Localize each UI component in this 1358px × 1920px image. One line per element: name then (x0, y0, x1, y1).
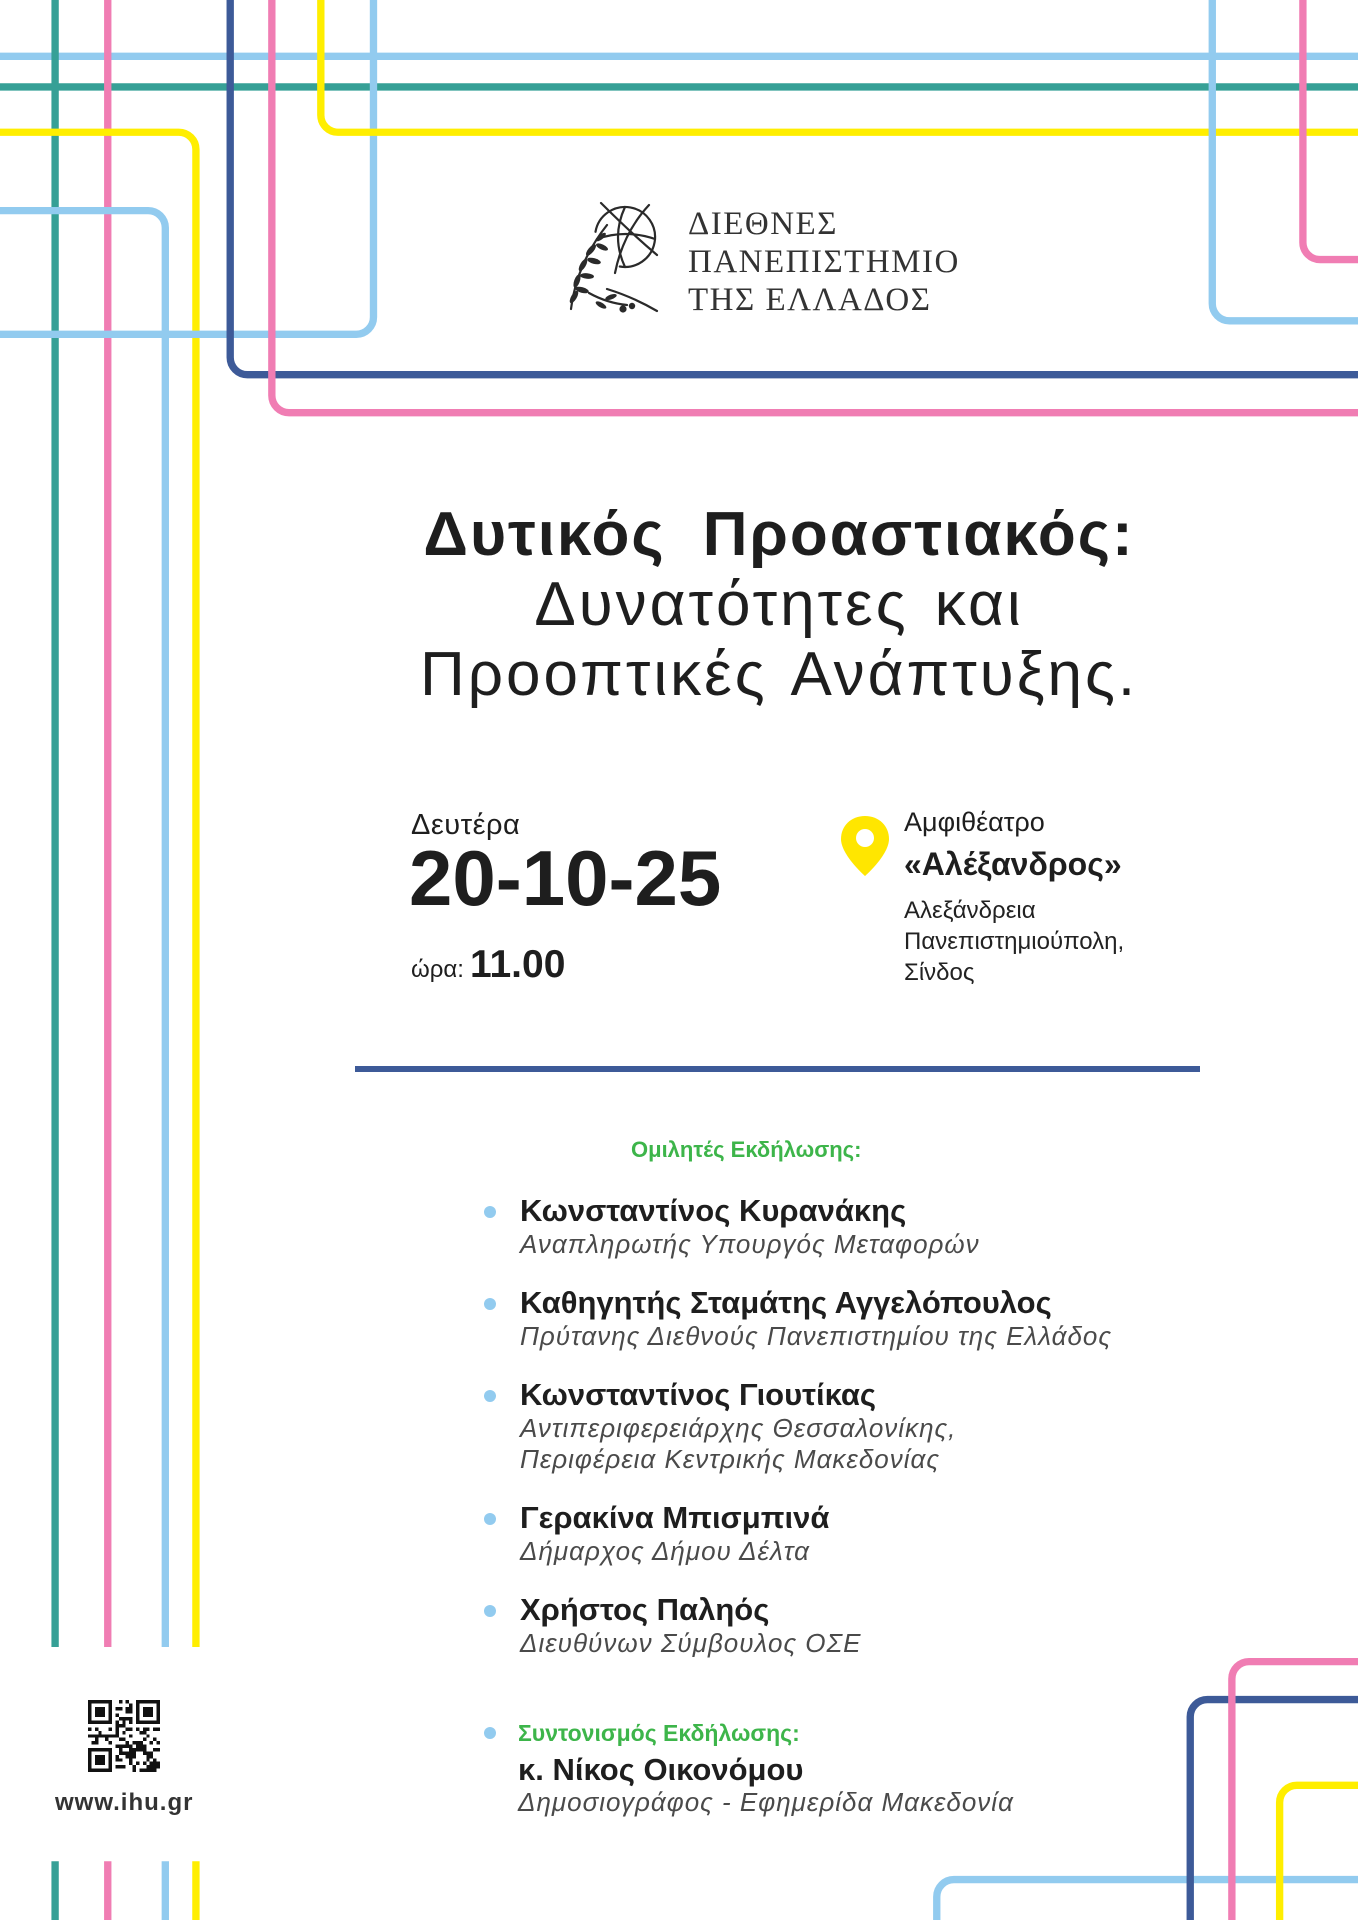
speakers-heading: Ομιλητές Εκδήλωσης: (631, 1137, 862, 1162)
university-name (688, 205, 960, 319)
bullet-dot-icon (484, 1390, 496, 1402)
line-right-light-blue (1212, 0, 1358, 321)
speaker-role: Διευθύνων Σύμβουλος ΟΣΕ (520, 1628, 862, 1658)
qr-code-icon (88, 1700, 160, 1772)
bullet-dot-icon (484, 1298, 496, 1310)
speakers-list (484, 1193, 1112, 1684)
moderator-role: Δημοσιογράφος - Εφημερίδα Μακεδονία (518, 1787, 1014, 1817)
bullet-dot-icon (484, 1513, 496, 1525)
venue-address (904, 895, 1124, 988)
venue-address-line-2: Πανεπιστημιούπολη, (904, 928, 1125, 955)
speaker-name: Χρήστος Παληός (520, 1592, 770, 1627)
speaker-role: Περιφέρεια Κεντρικής Μακεδονίας (520, 1444, 940, 1474)
speaker-role: Δήμαρχος Δήμου Δέλτα (520, 1536, 810, 1566)
line-bottom-yellow (1280, 1785, 1358, 1920)
speaker-name: Καθηγητής Σταμάτης Αγγελόπουλος (520, 1285, 1052, 1320)
speaker-name: Κωνσταντίνος Γιουτίκας (520, 1377, 877, 1412)
speaker-item (484, 1377, 1112, 1475)
moderator-name: κ. Νίκος Οικονόμου (518, 1752, 804, 1787)
speaker-item (484, 1285, 1112, 1352)
event-time (411, 942, 565, 996)
speaker-name: Γερακίνα Μπισμπινά (520, 1500, 830, 1535)
section-divider (355, 1066, 1200, 1072)
venue-address-line-3: Σίνδος (904, 959, 975, 986)
line-bottom-light-blue (937, 1880, 1358, 1920)
bullet-dot-icon (484, 1605, 496, 1617)
speaker-name: Κωνσταντίνος Κυρανάκης (520, 1193, 907, 1228)
venue-hall-name: «Αλέξανδρος» (904, 846, 1122, 882)
event-title (380, 500, 1178, 710)
website-url: www.ihu.gr (55, 1789, 194, 1816)
event-title-line-2: Δυνατότητες και (534, 570, 1024, 639)
speaker-role: Αντιπεριφερειάρχης Θεσσαλονίκης, (520, 1413, 957, 1443)
university-name-line-1: ΔΙΕΘΝΕΣ (688, 206, 838, 242)
speaker-role: Αναπληρωτής Υπουργός Μεταφορών (520, 1229, 980, 1259)
line-left-light-blue (0, 211, 165, 1647)
event-time-value: 11.00 (469, 943, 566, 986)
event-time-label: ώρα: (411, 956, 464, 983)
moderator-block (484, 1719, 1014, 1818)
event-title-line-3: Προοπτικές Ανάπτυξης. (419, 640, 1139, 709)
globe-olive-branch-icon (561, 193, 661, 315)
location-pin-icon (839, 814, 891, 878)
event-date: 20-10-25 (409, 834, 722, 922)
event-title-line-1: Δυτικός Προαστιακός: (423, 500, 1135, 569)
university-name-line-3: ΤΗΣ ΕΛΛΑΔΟΣ (688, 282, 932, 318)
speaker-role: Πρύτανης Διεθνούς Πανεπιστημίου της Ελλάδος (520, 1321, 1113, 1351)
speaker-item (484, 1592, 1112, 1659)
bullet-dot-icon (484, 1206, 496, 1218)
line-bottom-navy (1190, 1700, 1358, 1920)
moderator-heading: Συντονισμός Εκδήλωσης: (518, 1720, 800, 1746)
speaker-item (484, 1193, 1112, 1260)
event-day: Δευτέρα (411, 809, 521, 841)
venue-address-line-1: Αλεξάνδρεια (904, 897, 1036, 924)
line-upper-yellow (321, 0, 1358, 132)
venue-hall-label: Αμφιθέατρο (904, 807, 1045, 837)
bullet-dot-icon (484, 1727, 496, 1739)
university-name-line-2: ΠΑΝΕΠΙΣΤΗΜΙΟ (688, 244, 960, 280)
speaker-item (484, 1500, 1112, 1567)
